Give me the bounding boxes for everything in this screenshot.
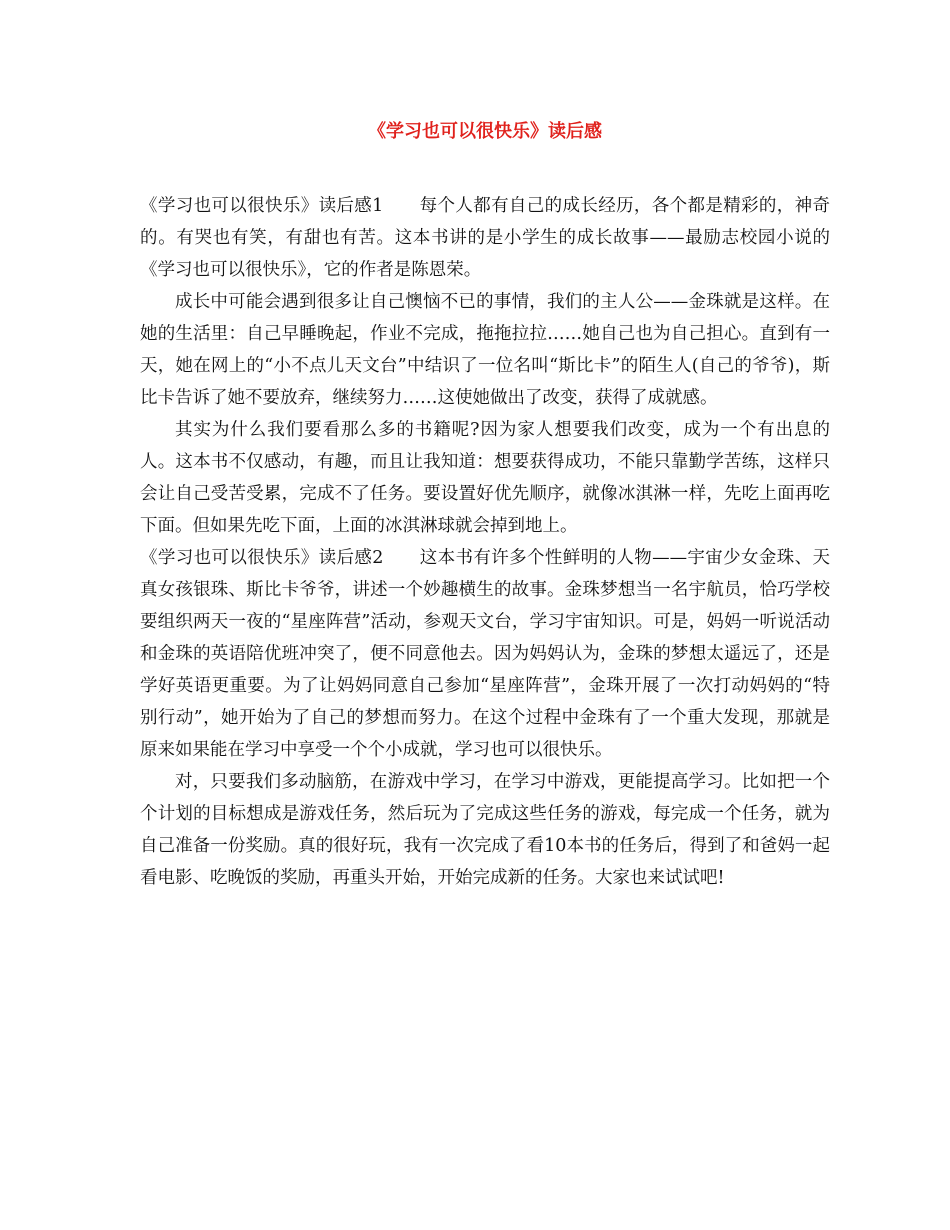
section-1-paragraph: 成长中可能会遇到很多让自己懊恼不已的事情，我们的主人公——金珠就是这样。在她的生活里：自己早睡晚起，作业不完成，拖拖拉拉……她自己也为自己担心。直到有一天，她在网上的“小不点儿天文台”中结识了一位名叫“斯比卡”的陌生人(自己的爷爷)，斯比卡告诉了她不要放弃，继续努力……这使她做出了改变，获得了成就感。 <box>140 292 830 408</box>
document-page <box>140 118 830 894</box>
section-2-paragraph: 对，只要我们多动脑筋，在游戏中学习，在学习中游戏，更能提高学习。比如把一个个计划的目标想成是游戏任务，然后玩为了完成这些任务的游戏，每完成一个任务，就为自己准备一份奖励。真的很好玩，我有一次完成了看10本书的任务后，得到了和爸妈一起看电影、吃晚饭的奖励，再重头开始，开始完成新的任务。大家也来试试吧! <box>140 772 830 888</box>
section-1-label: 《学习也可以很快乐》读后感1 <box>140 196 384 216</box>
section-1-paragraph: 其实为什么我们要看那么多的书籍呢?因为家人想要我们改变，成为一个有出息的人。这本书不仅感动，有趣，而且让我知道：想要获得成功，不能只靠勤学苦练，这样只会让自己受苦受累，完成不了任务。要设置好优先顺序，就像冰淇淋一样，先吃上面再吃下面。但如果先吃下面，上面的冰淇淋球就会掉到地上。 <box>140 420 830 536</box>
section-2-first-paragraph-text: 这本书有许多个性鲜明的人物——宇宙少女金珠、天真女孩银珠、斯比卡爷爷，讲述一个妙趣横生的故事。金珠梦想当一名宇航员，恰巧学校要组织两天一夜的“星座阵营”活动，参观天文台，学习宇宙知识。可是，妈妈一听说活动和金珠的英语陪优班冲突了，便不同意他去。因为妈妈认为，金珠的梦想太遥远了，还是学好英语更重要。为了让妈妈同意自己参加“星座阵营”，金珠开展了一次打动妈妈的“特别行动”，她开始为了自己的梦想而努力。在这个过程中金珠有了一个重大发现，那就是原来如果能在学习中享受一个个小成就，学习也可以很快乐。 <box>140 548 831 760</box>
document-title: 《学习也可以很快乐》读后感 <box>368 121 602 142</box>
section-2-label: 《学习也可以很快乐》读后感2 <box>140 548 384 568</box>
section-1-opening-paragraph <box>140 190 830 286</box>
section-1-first-paragraph-text: 每个人都有自己的成长经历，各个都是精彩的，神奇的。有哭也有笑，有甜也有苦。这本书讲的是小学生的成长故事——最励志校园小说的《学习也可以很快乐》，它的作者是陈恩荣。 <box>140 196 830 280</box>
section-2-opening-paragraph <box>140 542 830 766</box>
